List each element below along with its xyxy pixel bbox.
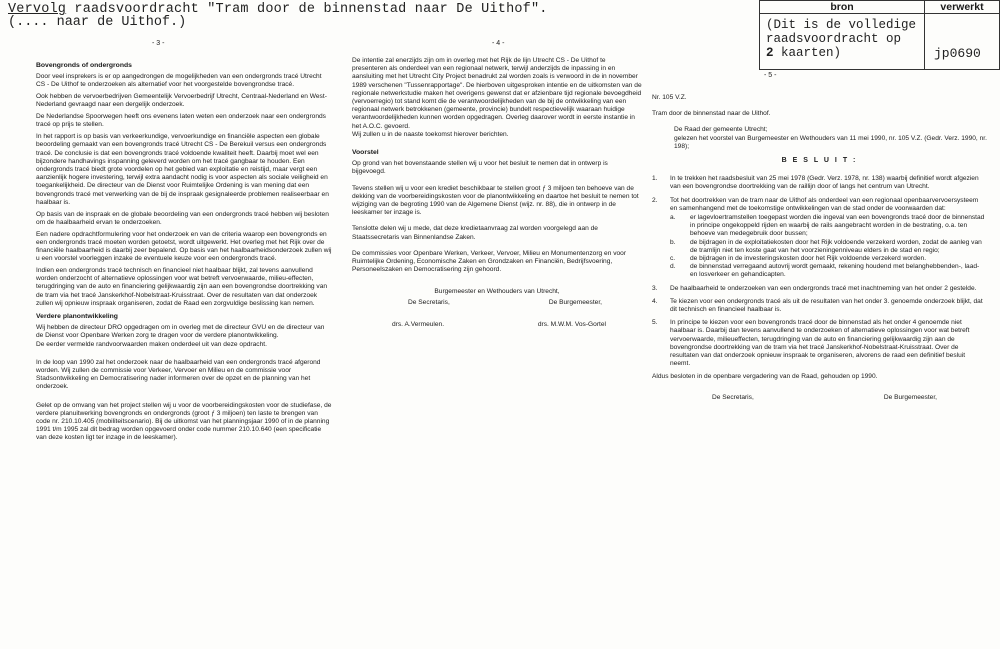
condition-item (670, 263, 987, 279)
p3-paragraph: De Nederlandse Spoorwegen heeft ons evenens laten weten een onderzoek naar een ondergronds tracé op prijs te stellen. (36, 113, 326, 129)
verwerkt-header: verwerkt (924, 0, 1000, 14)
decision-item (652, 285, 987, 293)
header-vervolg: Vervolg (8, 2, 67, 17)
decision-item-number: 1. (652, 175, 658, 183)
burgemeester-label: De Burgemeester, (883, 393, 937, 401)
decision-item-number: 2. (652, 196, 658, 204)
archive-meta-box (759, 0, 1000, 70)
signature-roles (352, 299, 642, 307)
condition-letter: d. (670, 263, 676, 271)
decision-item-text: In te trekken het raadsbesluit van 25 mei 1978 (Gedr. Verz. 1978, nr. 138) waarbij definitief wordt afgezien van een bovengrondse doortrekking van de raillijn door of langs het centrum van Utrecht. (670, 175, 979, 191)
p4-paragraph: Wij zullen u in de naaste toekomst hierover berichten. (352, 130, 509, 138)
decision-item-text: In principe te kiezen voor een bovengronds tracé door de binnenstad als het onder 4 genoemde niet haalbaar is. Daarbij dan tevens aanvullend te onderzoeken of alternatieve oplossingen voor wat betreft vervoerwaarde, milieueffecten, terugdringing van de auto en financiering gelijkwaardig zijn aan de bovengrondse doortrekking van de tram via het tracé Janskerkhof-Nobelstraat-Kruisstraat. Over de resultaten van dat onderzoek opnieuw inspraak te organiseren, alvorens de raad een definitief besluit neemt. (670, 319, 970, 368)
p3-paragraph: Ook hebben de vervoerbedrijven Gemeentelijk Vervoerbedrijf Utrecht, Centraal-Nederland en West-Nederland gevraagd naar een dergelijk onderzoek. (36, 93, 327, 109)
decision-subject: Tram door de binnenstad naar de Uithof. (652, 110, 771, 118)
condition-item (670, 239, 987, 255)
condition-text: de bijdragen in de investeringskosten door het Rijk voldoende verzekerd worden. (690, 255, 927, 263)
verwerkt-code: jp0690 (934, 46, 981, 61)
decision-number: Nr. 105 V.Z. (652, 94, 687, 101)
condition-letter: c. (670, 255, 676, 263)
decision-item-number: 4. (652, 297, 658, 305)
p4-paragraph: Tevens stellen wij u voor een krediet beschikbaar te stellen groot ƒ 3 miljoen ten behoeve van de dekking van de voorbereidingskosten voor de planontwikkeling en daartoe het besluit te nemen tot wijziging van de begroting 1990 van de Algemene Dienst (wijz. nr. 88), die in ontwerp in de leeskamer ter inzage is. (352, 184, 639, 217)
decision-item (652, 298, 987, 314)
decision-closing: Aldus besloten in de openbare vergadering van de Raad, gehouden op 1990. (652, 373, 878, 381)
condition-text: de bijdragen in de exploitatiekosten door het Rijk voldoende verzekerd worden, zodat de aanleg van de tramlijn niet ten koste gaat van het voorzieningenniveau elders in de stad en regio; (690, 238, 982, 254)
secretaris-label: De Secretaris, (408, 298, 450, 306)
heading-planontwikkeling: Verdere planontwikkeling (36, 313, 118, 321)
decision-signatures (652, 394, 987, 402)
p3-paragraph: In de loop van 1990 zal het onderzoek naar de haalbaarheid van een ondergronds tracé afgerond worden. Wij zullen de commissie voor Verkeer, Vervoer en Milieu en de commissie voor Stadsontwikkeling en Democratisering nader informeren over de opzet en de planning van het onderzoek. (36, 358, 321, 391)
p4-paragraph: Tenslotte delen wij u mede, dat deze kredietaanvraag zal worden voorgelegd aan de Staatssecretaris van Binnenlandse Zaken. (352, 225, 598, 241)
p4-paragraph: De commissies voor Openbare Werken, Verkeer, Vervoer, Milieu en Monumentenzorg en voor Ruimtelijke Ordening, Economische Zaken en Grondzaken en Financiën, Bedrijfsvoering, Personeelszaken en Democratisering zijn gehoord. (352, 249, 627, 274)
decision-item (652, 197, 987, 280)
decision-item-number: 5. (652, 319, 658, 327)
p3-paragraph: Indien een ondergronds tracé technisch en financieel niet haalbaar blijkt, zal tevens aanvullend worden onderzocht of alternatieve oplossingen voor wat betreft vervoerwaarde, milieu-effecten, terugdringing van de auto en financiering gelijkwaardig zijn aan een bovengrondse doortrekking van de tram via het tracé Janskerkhof-Nobelstraat-Kruisstraat. Over de resultaten van dat onderzoek zullen wij opnieuw inspraak organiseren, zodat de Raad een zorgvuldige beslissing kan nemen. (36, 267, 328, 307)
signature-title: Burgemeester en Wethouders van Utrecht, (434, 288, 560, 296)
p3-paragraph: Door veel insprekers is er op aangedrongen de mogelijkheden van een ondergronds tracé Utrecht CS - De Uithof te onderzoeken als alternatief voor het voorgestelde bovengrondse tracé. (36, 73, 322, 89)
condition-item (670, 214, 987, 239)
heading-voorstel: Voorstel (352, 149, 379, 157)
decision-list (652, 175, 987, 368)
decision-item-number: 3. (652, 284, 658, 292)
signature-names (352, 321, 642, 329)
burgemeester-label: De Burgemeester, (548, 298, 602, 306)
p3-paragraph: Wij hebben de directeur DRO opgedragen om in overleg met de directeur GVU en de directeur van de Dienst voor Openbare Werken zorg te dragen voor de verdere planontwikkeling. (36, 324, 325, 340)
p3-paragraph: Gelet op de omvang van het project stellen wij u voor de voorbereidingskosten voor de studiefase, de verdere planuitwerking bovengronds en ondergronds (groot ƒ 3 miljoen) ten laste te brengen van code nr. 210.10.405 (mobiliteitscenario). Bij de uitkomst van het planningsjaar 1990 of in de planning 1991 t/m 1995 zal dit bedrag worden opgevoerd onder code nummer 210.10.640 (een specificatie van deze kosten ligt ter inzage in de leeskamer). (36, 401, 332, 442)
header-title-rest: raadsvoordracht "Tram door de binnenstad naar De Uithof". (66, 2, 548, 17)
bron-note-line3-rest: kaarten) (773, 46, 842, 60)
decision-item (652, 175, 987, 191)
page-number-4: - 4 - (492, 40, 505, 47)
p3-paragraph: De eerder vermelde randvoorwaarden maken onderdeel uit van deze opdracht. (36, 340, 267, 348)
page-5-column (652, 94, 987, 402)
condition-letter: b. (670, 238, 676, 246)
condition-item (670, 255, 987, 263)
p4-paragraph: De intentie zal enerzijds zijn om in overleg met het Rijk de lijn Utrecht CS - De Uithof te presenteren als onderdeel van een regionaal netwerk, terwijl anderzijds de inpassing in en aansluiting met het Utrecht City Project benadrukt zal worden zoals is verwoord in de in november 1989 verschenen "Tussenrapportage". De hierboven uitgesproken intentie en de uitkomsten van de regionale netwerkstudie maken het overigens gewenst dat er afzienbare tijd regionale bevoegdheid (vervoerregio) tot stand komt die de verantwoordelijkheden van de bij de ontwikkeling van een regionaal netwerk betrokkenen (gemeente, provincie) bundelt respectievelijk waaraan huidige verantwoordelijkheden kunnen worden opgedragen. Overleg daarover wordt in eerste instantie in het A.O.C. gevoerd. (352, 57, 642, 130)
bron-note-line3 (766, 46, 916, 60)
condition-text: er lagevloertramstellen toegepast worden die ingeval van een bovengronds tracé door de binnenstad in principe ongekoppeld rijden en waarbij de rails aangebracht worden in de bestrating, o.a. ten behoeve van medegebruik door bussen; (690, 214, 985, 238)
header-subtitle: (.... naar de Uithof.) (8, 15, 187, 30)
page-number-5: - 5 - (764, 72, 777, 79)
bron-note-line2: raadsvoordracht op (766, 32, 902, 46)
bron-note (766, 18, 916, 60)
decision-intro: gelezen het voorstel van Burgemeester en Wethouders van 11 mei 1990, nr. 105 V.Z. (Gedr. Verz. 1990, nr. 198); (674, 134, 987, 150)
decision-item-text: De haalbaarheid te onderzoeken van een ondergronds tracé met inachtneming van het onder 2 gestelde. (670, 284, 977, 292)
bron-note-line1: (Dit is de volledige (766, 18, 917, 32)
heading-bovengronds: Bovengronds of ondergronds (36, 62, 132, 69)
p3-paragraph: In het rapport is op basis van verkeerkundige, vervoerkundige en financiële aspecten een globale beoordeling gemaakt van een bovengronds tracé Utrecht CS - De Berekuil versus een ondergronds tracé. De conclusie is dat een bovengronds tracé voldoende kwaliteit heeft. Daarbij moet wel een bijzondere handhavings inspanning geleverd worden om het tracé gangbaar te houden. Een ondergronds tracé biedt grote voordelen op het gebied van exploitatie en reistijd, maar vergt een aanzienlijk hogere investering, terwijl extra aandacht nodig is voor aspecten als sociale veiligheid en toegankelijkheid. De directeur van de Dienst voor Ruimtelijke Ordening is van mening dat een bovengronds tracé met verwerking van de bij de inspraak gesignaleerde problemen realiseerbaar en haalbaar is. (36, 133, 329, 206)
secretaris-name: drs. A.Vermeulen. (392, 320, 445, 328)
condition-text: de binnenstad verregaand autovrij wordt gemaakt, rekening houdend met belanghebbenden-, laad- en losverkeer en gehandicapten. (690, 263, 980, 279)
bron-cell (759, 13, 925, 70)
burgemeester-name: drs. M.W.M. Vos-Gortel (537, 320, 606, 328)
condition-letter: a. (670, 214, 676, 222)
p3-paragraph: Een nadere opdrachtformulering voor het onderzoek en van de criteria waarop een bovengronds en een ondergronds tracé moeten worden getoetst, wordt uitgewerkt. Het overleg met het Rijk over de financiële haalbaarheid is daarbij zeer bepalend. Op basis van het haalbaarheidsonderzoek zullen wij u een voorstel voorleggen inzake de eventuele keuze voor een ondergronds tracé. (36, 230, 332, 263)
secretaris-label: De Secretaris, (712, 393, 754, 401)
decision-item-text: Te kiezen voor een ondergronds tracé als uit de resultaten van het onder 3. genoemde onderzoek blijkt, dat dit technisch en financieel haalbaar is. (670, 297, 983, 314)
decision-intro: De Raad der gemeente Utrecht; (674, 126, 768, 134)
verwerkt-cell (924, 13, 1000, 70)
besluit-heading: B E S L U I T : (781, 157, 858, 165)
condition-list (670, 214, 987, 280)
page-number-3: - 3 - (152, 40, 165, 47)
p4-paragraph: Op grond van het bovenstaande stellen wij u voor het besluit te nemen dat in ontwerp is bijgevoegd. (352, 160, 608, 176)
decision-item (652, 319, 987, 368)
bron-note-count: 2 (766, 46, 774, 60)
page-4-column (352, 57, 642, 329)
decision-item-text: Tot het doortrekken van de tram naar de Uithof als onderdeel van een regionaal openbaarvervoersysteem en samenhangend met de toekomstige ontwikkelingen van de stad onder de voorwaarden dat: (670, 196, 979, 212)
bron-header: bron (759, 0, 925, 14)
p3-paragraph: Op basis van de inspraak en de globale beoordeling van een ondergronds tracé hebben wij besloten om de haalbaarheid ervan te onderzoeken. (36, 210, 329, 226)
page-3-column (36, 57, 332, 446)
